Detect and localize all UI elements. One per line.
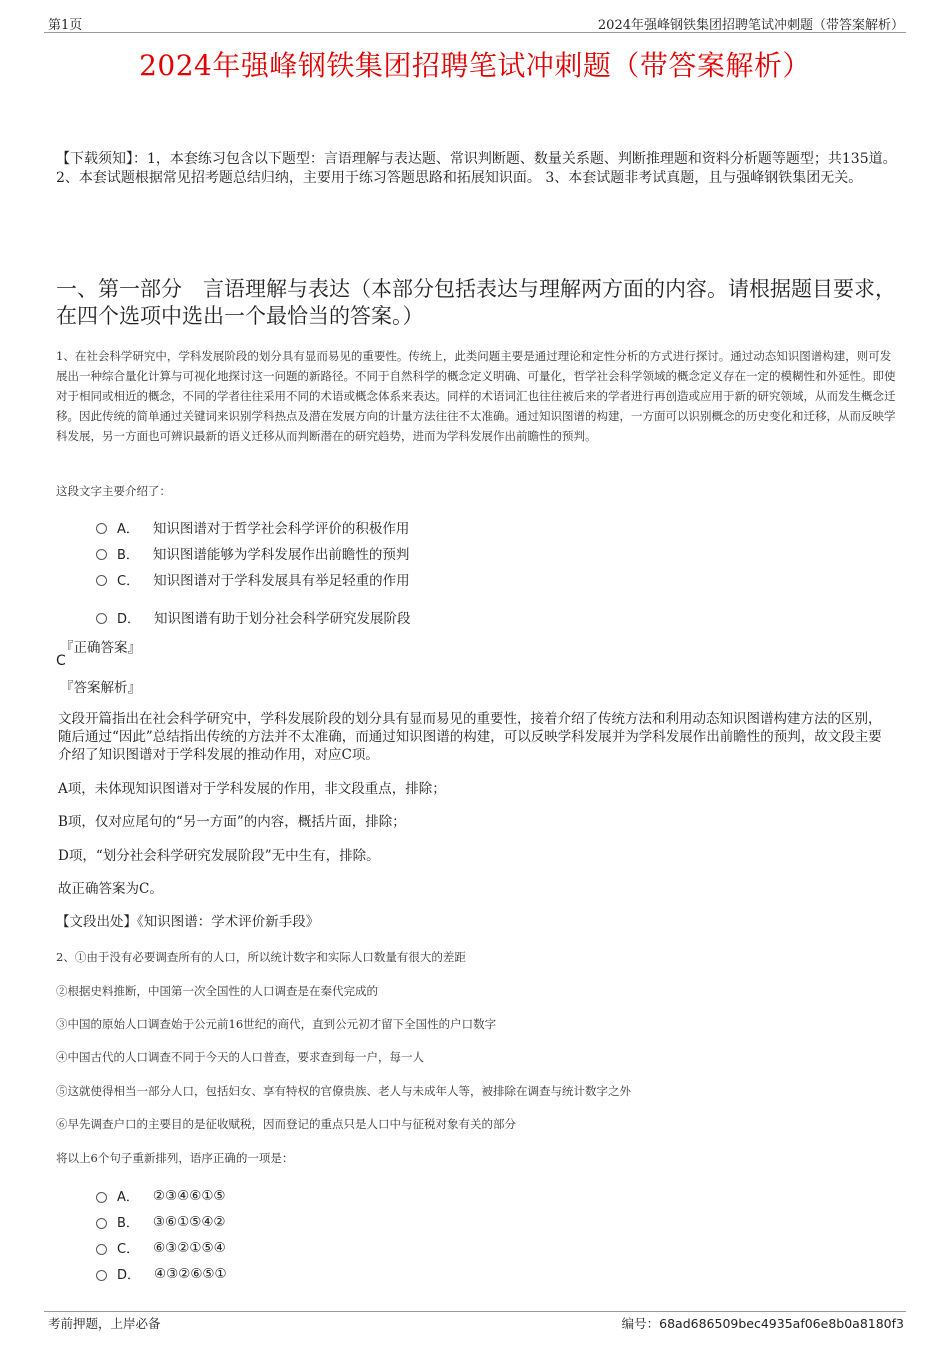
question-2-option-a[interactable] [96,1186,226,1205]
question-2-stem: 将以上6个句子重新排列，语序正确的一项是： [56,1151,294,1165]
question-2-sentence: ②根据史料推断，中国第一次全国性的人口调查是在秦代完成的 [56,984,378,998]
question-2-sentence: ⑥早先调查户口的主要目的是征收赋税，因而登记的重点只是人口中与征税对象有关的部分 [56,1117,516,1131]
question-1-stem: 这段文字主要介绍了： [56,484,171,498]
answer-value: C [56,653,66,669]
radio-icon[interactable] [96,1270,107,1281]
document-code [622,1314,904,1332]
option-letter: A． [117,1190,139,1205]
radio-icon[interactable] [96,1192,107,1203]
radio-icon[interactable] [96,613,107,624]
download-notice: 【下载须知】：1，本套练习包含以下题型：言语理解与表达题、常识判断题、数量关系题、判断推理题和资料分析题等题型；共135道。 2、本套试题根据常见招考题总结归纳，主要用于练习答题思路和拓展知识面。 3、本套试题非考试真题，且与强峰钢铁集团无关。 [56,151,897,186]
footer-slogan: 考前押题，上岸必备 [48,1316,161,1331]
question-2-option-c[interactable] [96,1238,226,1257]
running-header-title: 2024年强峰钢铁集团招聘笔试冲刺题（带答案解析） [597,18,904,33]
analysis-note-d: D项，“划分社会科学研究发展阶段”无中生有，排除。 [58,848,380,864]
option-text: ②③④⑥①⑤ [152,1187,226,1204]
section-title: 一、第一部分 言语理解与表达（本部分包括表达与理解两方面的内容。请根据题目要求，在四个选项中选出一个最恰当的答案。） [56,277,896,328]
option-letter: D． [117,1268,141,1283]
question-2-option-d[interactable] [96,1264,227,1283]
question-1-option-a[interactable] [96,517,409,537]
question-1-text: 1、在社会科学研究中，学科发展阶段的划分具有显而易见的重要性。传统上，此类问题主要是通过理论和定性分析的方式进行探讨。通过动态知识图谱构建，则可发展出一种综合量化计算与可视化地探讨这一问题的新路径。不同于自然科学的概念定义明确、可量化，哲学社会科学领域的概念定义存在一定的模糊性和外延性。即使对于相同或相近的概念，不同的学者往往采用不同的术语或概念体系来表达。同样的术语词汇也往往被后来的学者进行再创造或应用于新的研究领域，从而发生概念迁移。因此传统的简单通过关键词来识别学科热点及潜在发展方向的计量方法往往不太准确。通过知识图谱的构建，一方面可以识别概念的历史变化和迁移，从而反映学科发展，另一方面也可辨识最新的语义迁移从而判断潜在的研究趋势，进而为学科发展作出前瞻性的预判。 [56,349,896,443]
option-letter: B． [117,1216,139,1231]
analysis-label: 『答案解析』 [60,680,141,696]
question-2-sentence: ③中国的原始人口调查始于公元前16世纪的商代，直到公元初才留下全国性的户口数字 [56,1017,497,1031]
page-number: 第1页 [48,18,83,33]
option-letter: B． [117,547,139,563]
option-text: ③⑥①⑤④② [152,1213,226,1230]
footer-divider [44,1311,906,1312]
option-text: 知识图谱对于学科发展具有举足轻重的作用 [153,573,410,589]
option-letter: A． [117,521,139,537]
option-letter: C． [117,1242,140,1257]
radio-icon[interactable] [96,575,107,586]
radio-icon[interactable] [96,1244,107,1255]
question-2-sentence: 2、①由于没有必要调查所有的人口，所以统计数字和实际人口数量有很大的差距 [56,950,466,964]
option-text: 知识图谱有助于划分社会科学研究发展阶段 [154,611,411,627]
radio-icon[interactable] [96,1218,107,1229]
code-label: 编号： [621,1316,660,1331]
document-title: 2024年强峰钢铁集团招聘笔试冲刺题（带答案解析） [139,49,811,82]
code-value: 68ad686509bec4935af06e8b0a8180f3 [659,1316,904,1331]
answer-label: 『正确答案』 [60,640,141,656]
option-text: 知识图谱对于哲学社会科学评价的积极作用 [152,521,410,537]
analysis-text: 文段开篇指出在社会科学研究中，学科发展阶段的划分具有显而易见的重要性，接着介绍了传统方法和利用动态知识图谱构建方法的区别，随后通过“因此”总结指出传统的方法并不太准确，而通过知识图谱的构建，可以反映学科发展并为学科发展作出前瞻性的预判，故文段主要介绍了知识图谱对于学科发展的推动作用，对应C项。 [58,711,882,763]
radio-icon[interactable] [96,523,107,534]
option-letter: C． [117,573,140,589]
option-text: ④③②⑥⑤① [154,1265,227,1282]
option-letter: D． [117,611,141,627]
option-text: ⑥③②①⑤④ [153,1239,226,1256]
option-text: 知识图谱能够为学科发展作出前瞻性的预判 [152,547,410,563]
header-divider [44,32,906,33]
analysis-note-b: B项，仅对应尾句的“另一方面”的内容，概括片面，排除； [58,814,406,830]
radio-icon[interactable] [96,549,107,560]
question-2-option-b[interactable] [96,1212,226,1231]
passage-source: 【文段出处】《知识图谱：学术评价新手段》 [56,914,320,930]
question-1-option-d[interactable] [96,607,411,627]
analysis-note-a: A项，未体现知识图谱对于学科发展的作用，非文段重点，排除； [58,781,446,797]
question-1-option-b[interactable] [96,543,409,563]
analysis-conclusion: 故正确答案为C。 [58,881,163,897]
question-2-sentence: ⑤这就使得相当一部分人口，包括妇女、享有特权的官僚贵族、老人与未成年人等，被排除在调查与统计数字之外 [56,1084,631,1098]
question-1-option-c[interactable] [96,569,410,589]
question-2-sentence: ④中国古代的人口调查不同于今天的人口普查，要求查到每一户，每一人 [56,1050,424,1064]
